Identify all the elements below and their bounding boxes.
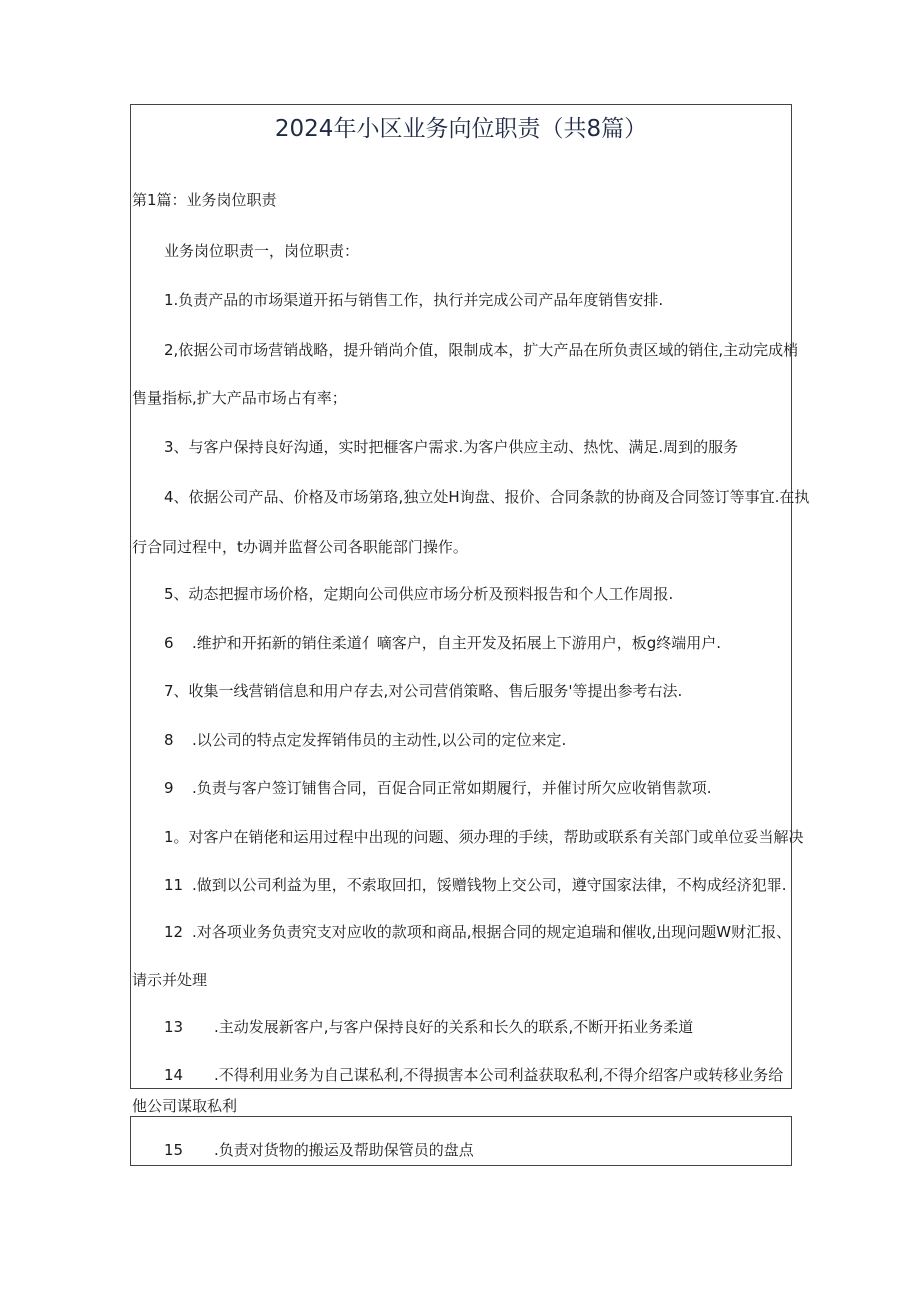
- duty-item-text: .主动发展新客户,与客户保持良好的关系和长久的联系,不断开拓业务柔道: [214, 1018, 694, 1036]
- duty-item-number: 11: [164, 876, 184, 894]
- duty-item-number: 6: [164, 634, 174, 652]
- duty-item-10: 1。对客户在销佬和运用过程中出现的问题、须办理的手续，帮助或联系有关部门或单位妥当解决: [164, 828, 804, 846]
- duty-item-text: .不得利用业务为自己谋私利,不得损害本公司利益获取私利,不得介绍客户或转移业务给: [214, 1066, 784, 1084]
- duty-item-text: .做到以公司利益为里，不索取回扣，馁赠钱物上交公司，遵守国家法律，不构成经济犯罪.: [192, 876, 787, 894]
- duty-item-9: [164, 778, 712, 798]
- duty-item-1: 1.负责产品的市场渠道开拓与销售工作，执行并完成公司产品年度销售安排.: [164, 291, 664, 309]
- duty-item-2-continued: 售量指标,扩大产品市场占有率；: [132, 389, 347, 407]
- duty-item-4-continued: 行合同过程中，t办调并监督公司各职能部门操作。: [132, 538, 468, 556]
- duty-item-5: 5、动态把握市场价格，定期向公司供应市场分析及预料报告和个人工作周报.: [164, 585, 674, 603]
- duty-item-number: 13: [164, 1018, 184, 1036]
- duty-item-6: [164, 633, 721, 653]
- duty-item-text: .负责对货物的搬运及帮助保管员的盘点: [214, 1141, 474, 1159]
- duty-item-8: [164, 730, 566, 750]
- duty-item-text: .维护和开拓新的销住柔道亻嘀客户，自主开发及拓展上下游用户，板g终端用户.: [192, 634, 722, 652]
- subheading: 业务岗位职责一，岗位职责：: [164, 242, 360, 260]
- duty-item-number: 14: [164, 1066, 184, 1084]
- duty-item-11: [164, 875, 787, 895]
- duty-item-4: 4、依据公司产品、价格及市场第珞,独立处H询盘、报价、合同条款的协商及合同签订等事宜.在执: [164, 488, 810, 506]
- duty-item-14-continued: 他公司谋取私利: [132, 1097, 238, 1115]
- duty-item-number: 12: [164, 923, 184, 941]
- duty-item-number: 9: [164, 779, 174, 797]
- duty-item-13: [164, 1017, 693, 1037]
- duty-item-text: .对各项业务负责究支对应收的款项和商品,根据合同的规定追瑞和催收,出现问题W财汇报、: [192, 923, 792, 941]
- duty-item-text: .以公司的特点定发挥销伟员的主动性,以公司的定位来定.: [192, 731, 567, 749]
- duty-item-3: 3、与客户保持良好沟通，实时把榧客户需求.为客户供应主动、热忱、满足.周到的服务: [164, 438, 739, 456]
- duty-item-14: [164, 1065, 783, 1085]
- section-heading: 第1篇：业务岗位职责: [132, 191, 277, 209]
- duty-item-text: .负责与客户签订铺售合同，百促合同正常如期履行，并催讨所欠应收销售款项.: [192, 779, 712, 797]
- duty-item-7: 7、收集一线营销信息和用户存去,对公司营俏策略、售后服务'等提出参考右法.: [164, 682, 683, 700]
- duty-item-number: 15: [164, 1141, 184, 1159]
- duty-item-15: [164, 1140, 474, 1160]
- duty-item-2: 2,依据公司市场营销战略，提升销尚介值，限制成本，扩大产品在所负责区域的销住,主动完成梢: [164, 341, 799, 359]
- duty-item-number: 8: [164, 731, 174, 749]
- document-title: 2024年小区业务向位职责（共8篇）: [274, 116, 648, 142]
- duty-item-12-continued: 请示并处理: [132, 971, 208, 989]
- duty-item-12: [164, 922, 791, 942]
